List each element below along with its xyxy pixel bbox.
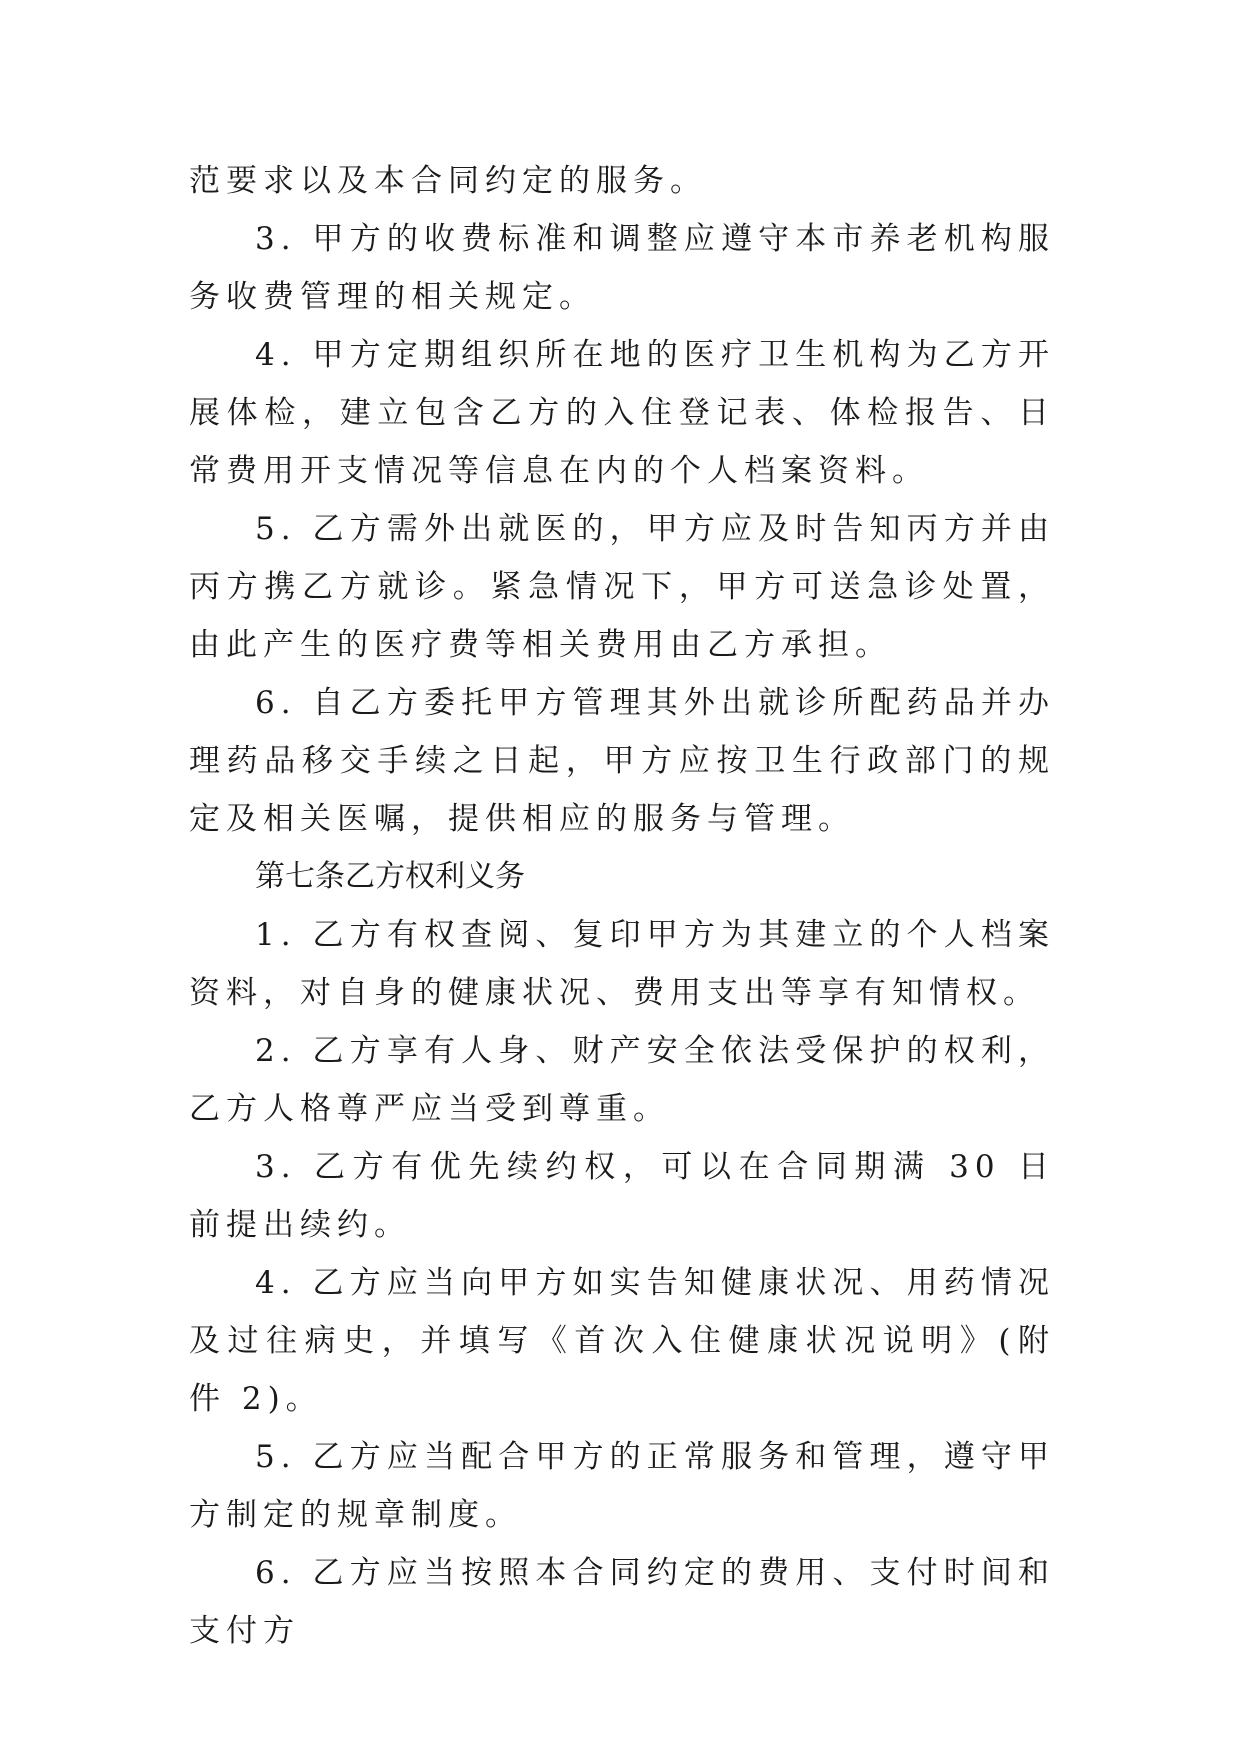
clause-5-medical-visit: 5. 乙方需外出就医的，甲方应及时告知丙方并由丙方携乙方就诊。紧急情况下，甲方可送急诊处置，由此产生的医疗费等相关费用由乙方承担。 xyxy=(189,511,1055,663)
clause-6-medicine-management: 6. 自乙方委托甲方管理其外出就诊所配药品并办理药品移交手续之日起，甲方应按卫生行政部门的规定及相关医嘱，提供相应的服务与管理。 xyxy=(189,685,1055,837)
clause-3-fee-standard: 3. 甲方的收费标准和调整应遵守本市养老机构服务收费管理的相关规定。 xyxy=(189,221,1055,315)
clause-5-cooperation: 5. 乙方应当配合甲方的正常服务和管理，遵守甲方制定的规章制度。 xyxy=(189,1439,1055,1533)
article-7-heading: 第七条乙方权利义务 xyxy=(255,859,525,894)
clause-1-access-records: 1. 乙方有权查阅、复印甲方为其建立的个人档案资料，对自身的健康状况、费用支出等享有知情权。 xyxy=(189,917,1055,1011)
clause-4-health-disclosure: 4. 乙方应当向甲方如实告知健康状况、用药情况及过往病史，并填写《首次入住健康状况说明》(附件 2)。 xyxy=(189,1265,1055,1417)
paragraph-continuation: 范要求以及本合同约定的服务。 xyxy=(189,163,707,199)
clause-3-renewal-right: 3. 乙方有优先续约权，可以在合同期满 30 日前提出续约。 xyxy=(189,1149,1055,1243)
clause-6-payment: 6. 乙方应当按照本合同约定的费用、支付时间和支付方 xyxy=(189,1555,1055,1649)
document-body xyxy=(189,152,1055,1660)
clause-4-health-check: 4. 甲方定期组织所在地的医疗卫生机构为乙方开展体检，建立包含乙方的入住登记表、体检报告、日常费用开支情况等信息在内的个人档案资料。 xyxy=(189,337,1055,489)
clause-2-personal-safety: 2. 乙方享有人身、财产安全依法受保护的权利，乙方人格尊严应当受到尊重。 xyxy=(189,1033,1055,1127)
